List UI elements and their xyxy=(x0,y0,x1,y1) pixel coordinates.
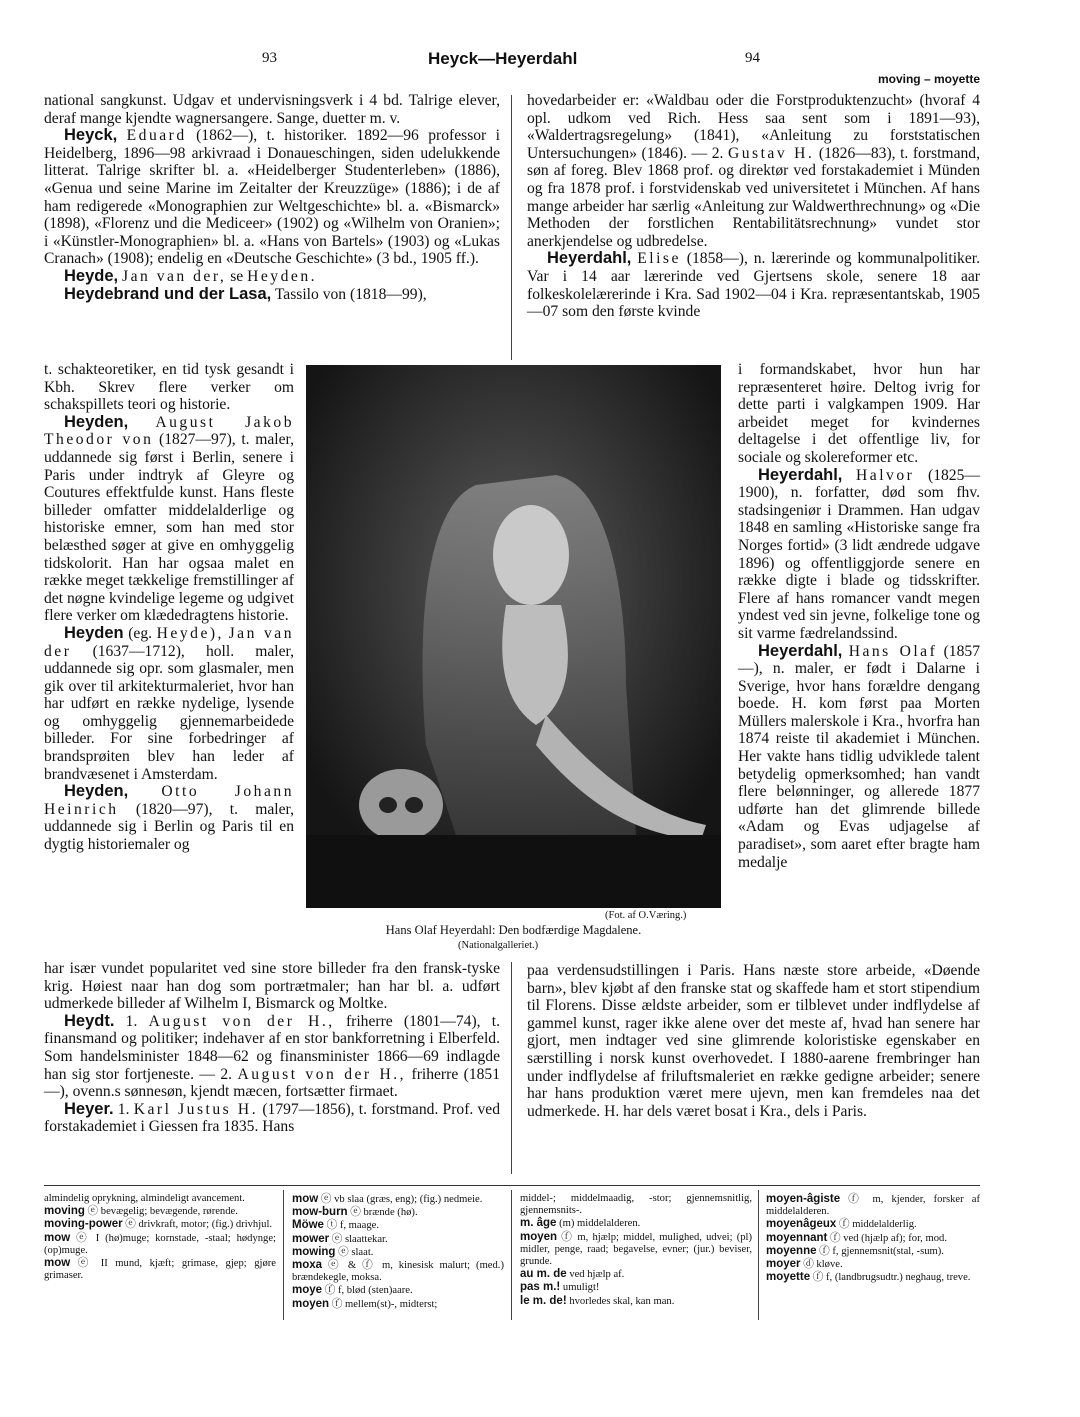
entry-elise-cont: i formandskabet, hvor hun har repræsenteret høire. Deltog ivrig for dette parti i valgkampen 1909. Har arbeidet meget for kvindernes deltagelse i det offentlige liv, for sociale og skolereformer etc. xyxy=(738,361,980,466)
entry-text: friherre (1851—), ovenn.s sønnesøn, kjendt mæcen, fortsætter firmaet. xyxy=(44,1065,501,1101)
dictionary-headword: moyen xyxy=(292,1297,330,1310)
column-right-bottom xyxy=(527,962,980,1120)
dictionary-definition: ⓕ middelalderlig. xyxy=(838,1219,917,1231)
dictionary-definition: ⓣ f, maage. xyxy=(326,1220,379,1232)
entry-text: (1637—1712), holl. maler, uddannede sig opr. som glasmaler, men gik over til arkitekturmaleriet, hvor han har udført en række nydelige, lysende og omhyggelig gjennemarbeidede billeder. For sine forbedringer af brandsprøiten blev han leder af brandvæsenet i Amsterdam. xyxy=(44,642,294,783)
entry-text: friherre (1801—74), t. finansmand og politiker; indehaver af en stor bankforretning i Elberfeld. Som handelsminister 1848—62 og finansminister 1866—69 indlagde han sig stor fortjeneste. — 2. xyxy=(44,1012,501,1083)
dictionary-definition: ⓔ slaattekar. xyxy=(331,1233,388,1245)
headword: Heydebrand und der Lasa, xyxy=(64,284,272,303)
dictionary-headword: m. âge xyxy=(520,1217,557,1230)
dictionary-entry xyxy=(766,1271,980,1284)
entry-text: se xyxy=(230,267,244,285)
headword: Heyerdahl, xyxy=(758,641,843,660)
entry-text: (1825—1900), n. forfatter, død som fhv. stadsingeniør i Drammen. Han udgav 1848 en samling «Historiske sange fra Norges fortid» (3 lidt ændrede udgave 1896) og offentliggjorde senere en række digte i blade og tidsskrifter. Flere af hans romancer vandt megen yndest ved sin jevne, folkelige tone og sit varme fædrelandssind. xyxy=(738,466,980,642)
dictionary-headword: mowing xyxy=(292,1245,336,1258)
dictionary-headword: moyen xyxy=(520,1230,558,1243)
dictionary-headword: pas m.! xyxy=(520,1281,561,1294)
entry-heydebrand xyxy=(44,286,500,304)
alt-name: Heyde), xyxy=(156,624,224,642)
person-name: Elise xyxy=(637,250,681,268)
entry-text: (1797—1856), t. forstmand. Prof. ved forstakademiet i Giessen fra 1835. Hans xyxy=(44,1100,501,1136)
column-right-narrow xyxy=(738,361,980,871)
entry-heydt xyxy=(44,1013,500,1101)
entry-text: (1827—97), t. maler, uddannede sig først i Berlin, senere i Paris under indtryk af Gleyre og Coutures effektfulde kunst. Hans fleste billeder omfatter middelalderlige og historiske emner, som han med stor belæsthed søger at give en omhyggelig tidskolorit. Han har ogsaa malet en række meget tækkelige fremstillinger af det nøgne kvindelige legeme og udgivet flere verker om klædedragtens historie. xyxy=(44,431,294,625)
dictionary-definition: ⓔ I (hø)muge; kornstade, -staal; hødynge; (op)muge. xyxy=(44,1232,277,1256)
headword: Heyck, xyxy=(64,126,118,145)
entry-text: hovedarbeider er: «Waldbau oder die Forstproduktenzucht» (hvoraf 4 opl. udkom ved Rich. Hess saa sent som i 1891—93), «Waldertragsregelung» (1841), «Anleitung zu forststatischen Untersuchungen» (1846). — 2. xyxy=(527,92,980,162)
dictionary-definition: middel-; middelmaadig, -stor; gjennemsnitlig, gjennemsnits-. xyxy=(520,1193,752,1217)
dictionary-definition: hvorledes skal, kan man. xyxy=(569,1295,675,1307)
dictionary-entry xyxy=(292,1246,504,1259)
column-left-top xyxy=(44,92,500,303)
person-name: Otto Johann Heinrich xyxy=(44,783,294,818)
entry-text: (1858—), n. lærerinde og kommunalpolitiker. Var i 14 aar lærerinde ved Gjertsens skole, senere 18 aar folkeskolelærerinde i Kra. Sad 1902—04 i Kra. repræsentantskab, 1905—07 som den første kvinde xyxy=(527,250,980,321)
dictionary-headword: moyenâgeux xyxy=(766,1218,837,1231)
entry-text: (1862—), t. historiker. 1892—96 professor i Heidelberg, 1896—98 arkivraad i Donaueschingen, siden udelukkende litterat. Talrige skrifter bl. a. «Heidelberger Studenterleben» (1886), «Genua und seine Marine im Zeitalter der Kreuzzüge» (1886); i de af ham redigerede «Monographien zur Weltgeschichte» bl. a. «Bismarck» (1898), «Florenz und die Mediceer» (1902) og «Wilhelm von Oranien»; i «Künstler-Monographien» bl. a. «Hans von Bartels» (1903) og «Lukas Cranach» (1908); endelig en «Deutsche Geschichte» (3 bd., 1905 ff.). xyxy=(44,127,500,268)
person-name: Jan van der, xyxy=(122,267,227,285)
column-left-narrow xyxy=(44,361,294,854)
page-number-left: 93 xyxy=(262,50,277,66)
headword: Heyden xyxy=(64,623,124,642)
headword: Heyde, xyxy=(64,266,119,285)
entry-number: 1. xyxy=(125,1012,138,1030)
dictionary-definition: ⓕ f, blød (sten)aare. xyxy=(324,1285,413,1297)
dictionary-headword: moyette xyxy=(766,1271,811,1284)
entry-number: 1. xyxy=(117,1100,130,1118)
dictionary-headword: moving-power xyxy=(44,1218,123,1231)
column-divider-top xyxy=(511,95,512,360)
dictionary-headword: moyen-âgiste xyxy=(766,1193,841,1205)
cross-reference: Heyden. xyxy=(247,267,318,285)
dictionary-entry xyxy=(44,1193,276,1205)
dictionary-headword: Möwe xyxy=(292,1219,324,1232)
person-name: Jan van der xyxy=(44,624,295,660)
dictionary-column-4 xyxy=(766,1193,980,1284)
dictionary-headword: moyer xyxy=(766,1258,801,1271)
dictionary-definition: ⓓ kløve. xyxy=(803,1259,843,1271)
person-name: Gustav H. xyxy=(727,144,815,162)
dictionary-definition: ⓕ mellem(st)-, midterst; xyxy=(331,1298,438,1310)
column-divider-bottom xyxy=(511,962,512,1174)
person-name: August Jakob Theodor von xyxy=(44,413,294,449)
dictionary-entry xyxy=(44,1205,276,1218)
entry-text: (1857—), n. maler, er født i Dalarne i Sverige, hvor hans forældre dengang boede. H. kom først paa Morten Müllers malerskole i Kra., hvorfra han 1874 reiste til akademiet i München. Her vakte hans tidlig udviklede talent betydelig opmerksomhed; han vandt flere belønninger, og allerede 1877 udførte han det glimrende billede «Adam og Evas udjagelse af paradiset», som aaret efter bragte ham medalje xyxy=(738,642,980,871)
dictionary-definition: almindelig oprykning, almindeligt avancement. xyxy=(44,1193,245,1204)
dictionary-entry xyxy=(292,1233,504,1246)
dictionary-entry xyxy=(44,1257,276,1282)
dictionary-entry xyxy=(520,1268,752,1281)
dictionary-entry xyxy=(766,1193,980,1218)
entry-heyerdahl-elise xyxy=(527,250,980,320)
entry-heyer-cont xyxy=(527,92,980,250)
dictionary-headword: moving xyxy=(44,1205,85,1218)
dictionary-entry xyxy=(520,1231,752,1269)
footer-divider-2 xyxy=(511,1190,512,1320)
dictionary-headword: moye xyxy=(292,1284,323,1297)
dictionary-column-3 xyxy=(520,1193,752,1308)
headword: Heyerdahl, xyxy=(758,465,843,484)
headword: Heyden, xyxy=(64,412,129,431)
intro-paragraph: national sangkunst. Udgav et undervisningsverk i 4 bd. Talrige elever, deraf mange kjendte wagnersangere. Sange, duetter m. v. xyxy=(44,92,500,127)
entry-heyden-1 xyxy=(44,414,294,625)
dictionary-definition: ⓔ vb slaa (græs, eng); (fig.) nedmeie. xyxy=(320,1194,483,1205)
entry-heydebrand-cont: t. schakteoretiker, en tid tysk gesandt i Kbh. Skrev flere verker om schakspillets teori og historie. xyxy=(44,361,294,414)
headword: Heyerdahl, xyxy=(547,249,632,268)
dictionary-headword: mow xyxy=(44,1231,71,1244)
dictionary-headword: au m. de xyxy=(520,1268,567,1281)
dictionary-entry xyxy=(292,1206,504,1219)
dictionary-entry xyxy=(292,1193,504,1206)
dictionary-entry xyxy=(766,1245,980,1258)
figure-caption: Hans Olaf Heyerdahl: Den bodfærdige Magdalene. xyxy=(385,923,642,937)
page-title: Heyck—Heyerdahl xyxy=(428,49,578,68)
dictionary-entry xyxy=(520,1217,752,1230)
dictionary-headword: moxa xyxy=(292,1259,323,1272)
entry-text: (1818—99), xyxy=(350,285,427,303)
dictionary-definition: ⓔ bevægelig; bevægende, rørende. xyxy=(87,1206,238,1218)
entry-heyden-3-cont: har især vundet popularitet ved sine store billeder fra den fransk-tyske krig. Høiest naar han dog som portrætmaler; han har bl. a. udført udmerkede billeder af Wilhelm I, Bismarck og Moltke. xyxy=(44,960,500,1013)
dictionary-headword: mow xyxy=(44,1257,71,1270)
dictionary-definition: ved hjælp af. xyxy=(569,1269,625,1281)
guide-words: moving – moyette xyxy=(877,72,980,86)
dictionary-definition: ⓕ f, gjennemsnit(stal, -sum). xyxy=(819,1245,944,1257)
dictionary-entry xyxy=(520,1295,752,1308)
person-name: Eduard xyxy=(126,127,187,145)
person-name: Tassilo von xyxy=(274,285,347,303)
dictionary-entry xyxy=(292,1219,504,1232)
person-name: Hans Olaf xyxy=(848,642,938,660)
dictionary-entry xyxy=(44,1218,276,1231)
dictionary-headword: mow-burn xyxy=(292,1206,348,1219)
dictionary-definition: ⓕ m, kjender, forsker af middelalderen. xyxy=(766,1194,980,1218)
dictionary-definition: ⓔ & ⓕ m, kinesisk malurt; (med.) brændekegle, moksa. xyxy=(292,1260,504,1284)
dictionary-headword: moyennant xyxy=(766,1231,828,1244)
dictionary-definition: ⓔ slaat. xyxy=(338,1246,374,1258)
page-number-right: 94 xyxy=(745,50,760,66)
dictionary-entry xyxy=(44,1232,276,1257)
painting-illustration xyxy=(306,365,721,908)
entry-heyden-3 xyxy=(44,783,294,853)
dictionary-entry xyxy=(766,1258,980,1271)
dictionary-definition: ⓕ m, hjælp; middel, mulighed, udvei; (pl) midler, penge, raad; begavelse, evner; (jur.) beviser, grunde. xyxy=(520,1231,752,1268)
dictionary-headword: le m. de! xyxy=(520,1294,567,1307)
headword: Heyden, xyxy=(64,782,129,801)
column-left-bottom xyxy=(44,960,500,1136)
entry-heyerdahl-halvor xyxy=(738,467,980,643)
paren-text: (eg. xyxy=(128,624,153,642)
entry-heyden-2 xyxy=(44,625,294,783)
dictionary-column-1 xyxy=(44,1193,276,1282)
dictionary-entry xyxy=(292,1284,504,1297)
dictionary-entry xyxy=(292,1298,504,1311)
dictionary-headword: mower xyxy=(292,1232,330,1245)
person-name: Karl Justus H. xyxy=(133,1100,259,1118)
entry-heyde xyxy=(44,268,500,286)
headword: Heydt. xyxy=(64,1011,115,1030)
footer-rule xyxy=(44,1185,980,1186)
dictionary-entry xyxy=(766,1232,980,1245)
entry-text: (1826—83), t. forstmand, søn af foreg. Blev 1868 prof. og direktør ved forstakademiet i Münden og fra 1878 prof. i forstvidenskab ved universitetet i München. Af hans mange arbeider har særlig «Anleitung zur Waldwerthrechnung» og «Die Methoden der forstlichen Rentabilitätsrechnung» vundet stor anerkjendelse og udbredelse. xyxy=(527,144,980,250)
dictionary-entry xyxy=(520,1281,752,1294)
dictionary-column-2 xyxy=(292,1193,504,1311)
entry-heyck xyxy=(44,127,500,268)
entry-heyer xyxy=(44,1101,500,1136)
dictionary-definition: (m) middelalderen. xyxy=(559,1218,641,1230)
dictionary-definition: ⓕ f, (landbrugsudtr.) neghaug, treve. xyxy=(812,1272,971,1284)
person-name: Halvor xyxy=(856,466,915,484)
dictionary-definition: ⓔ drivkraft, motor; (fig.) drivhjul. xyxy=(125,1219,273,1231)
dictionary-definition: ⓔ brænde (hø). xyxy=(350,1207,418,1219)
person-name: August von der H., xyxy=(148,1012,335,1030)
entry-hans-olaf-cont: paa verdensudstillingen i Paris. Hans næste store arbeide, «Døende barn», blev kjøbt af den franske stat og skaffede ham et stort stipendium til Florens. Disse ældste arbeider, som er tilblevet under indflydelse af gammel kunst, rager ikke alene over det meste af, hvad han senere har gjort, men indtager ved sine glimrende koloristiske egenskaber en særstilling i norsk kunst overhovedet. I 1880-aarene frembringer han under indflydelse af friluftsmaleriet en række gedigne arbeider; senere har hans produktion været mere ujevn, men kan fremdeles naa det udmerkede. H. har dels været bosat i Kra., dels i Paris. xyxy=(527,962,980,1120)
footer-divider-3 xyxy=(758,1190,759,1320)
dictionary-entry xyxy=(292,1259,504,1284)
painting-image xyxy=(306,365,721,908)
person-name: August von der H., xyxy=(237,1065,407,1083)
column-right-top xyxy=(527,92,980,321)
dictionary-definition: ⓔ II mund, kjæft; grimase, gjep; gjøre grimaser. xyxy=(44,1258,276,1282)
footer-divider-1 xyxy=(283,1190,284,1320)
entry-text: (1820—97), t. maler, uddannede sig i Berlin og Paris til en dygtig historiemaler og xyxy=(44,800,294,854)
dictionary-entry xyxy=(766,1218,980,1231)
headword: Heyer. xyxy=(64,1099,114,1118)
figure-source: (Nationalgalleriet.) xyxy=(458,940,539,951)
dictionary-definition: ⓕ ved (hjælp af); for, mod. xyxy=(830,1232,947,1244)
dictionary-definition: umuligt! xyxy=(562,1282,600,1294)
entry-heyerdahl-hans-olaf xyxy=(738,643,980,872)
dictionary-headword: mow xyxy=(292,1193,319,1205)
dictionary-headword: moyenne xyxy=(766,1244,817,1257)
dictionary-entry xyxy=(520,1193,752,1217)
photo-credit: (Fot. af O.Væring.) xyxy=(605,910,687,921)
